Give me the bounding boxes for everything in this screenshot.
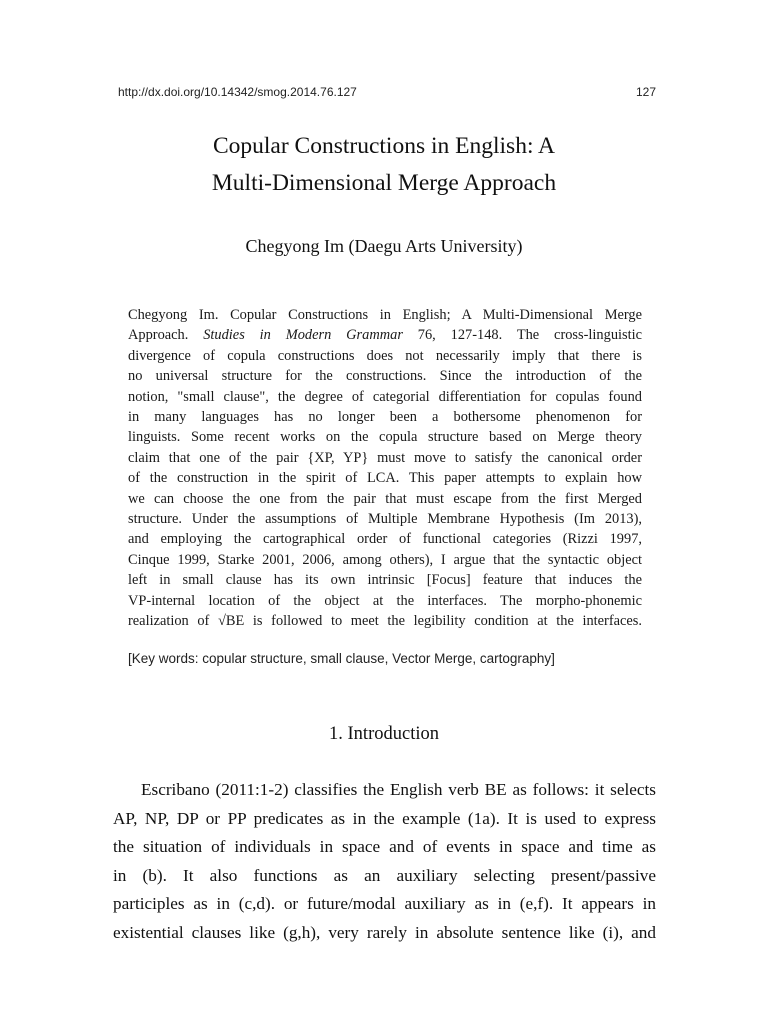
abstract-line: linguists. Some recent works on the copula structure based on Merge theory xyxy=(128,429,642,446)
body-line: in (b). It also functions as an auxiliary selecting present/passive xyxy=(113,865,656,885)
abstract-line: VP-internal location of the object at the interfaces. The morpho-phonemic xyxy=(128,592,642,609)
author-affiliation: Chegyong Im (Daegu Arts University) xyxy=(245,236,523,256)
page-header xyxy=(118,85,656,103)
title-line-2: Multi-Dimensional Merge Approach xyxy=(211,170,557,196)
abstract-line: divergence of copula constructions does not necessarily imply that there is xyxy=(128,347,642,364)
title-line-1: Copular Constructions in English: A xyxy=(212,133,556,159)
abstract-line: no universal structure for the constructions. Since the introduction of the xyxy=(128,368,642,385)
abstract-line: we can choose the one from the pair that must escape from the first Merged xyxy=(128,490,642,507)
abstract-line: Chegyong Im. Copular Constructions in English; A Multi-Dimensional Merge xyxy=(128,307,642,323)
abstract-line: Approach. Studies in Modern Grammar 76, 127-148. The cross-linguistic xyxy=(128,327,642,344)
body-text xyxy=(113,776,656,948)
keywords: [Key words: copular structure, small clause, Vector Merge, cartography] xyxy=(128,651,555,666)
abstract-line: Cinque 1999, Starke 2001, 2006, among others), I argue that the syntactic object xyxy=(128,551,642,568)
body-line: AP, NP, DP or PP predicates as in the example (1a). It is used to express xyxy=(113,808,656,828)
page-number: 127 xyxy=(635,85,656,99)
abstract-line: and employing the cartographical order of functional categories (Rizzi 1997, xyxy=(128,531,642,548)
body-line: participles as in (c,d). or future/modal auxiliary as in (e,f). It appears in xyxy=(113,894,656,914)
body-line: existential clauses like (g,h), very rarely in absolute sentence like (i), and xyxy=(113,922,656,942)
abstract-line: realization of √BE is followed to meet the legibility condition at the interfaces. xyxy=(128,613,642,630)
doi-link[interactable]: http://dx.doi.org/10.14342/smog.2014.76.127 xyxy=(118,85,357,99)
abstract-line: structure. Under the assumptions of Multiple Membrane Hypothesis (Im 2013), xyxy=(128,511,642,528)
paper-title xyxy=(90,128,678,202)
abstract-line: notion, "small clause", the degree of categorial differentiation for copulas found xyxy=(128,388,642,405)
body-line: the situation of individuals in space and of events in space and time as xyxy=(113,837,656,857)
body-line: Escribano (2011:1-2) classifies the English verb BE as follows: it selects xyxy=(141,780,656,799)
abstract-line: in many languages has no longer been a bothersome phenomenon for xyxy=(128,409,642,426)
abstract-line: of the construction in the spirit of LCA. This paper attempts to explain how xyxy=(128,470,642,487)
abstract-line: claim that one of the pair {XP, YP} must move to satisfy the canonical order xyxy=(128,449,642,466)
journal-name: Studies in Modern Grammar xyxy=(203,327,403,344)
section-heading: 1. Introduction xyxy=(329,724,439,744)
abstract xyxy=(128,305,642,632)
abstract-line: left in small clause has its own intrinsic [Focus] feature that induces the xyxy=(128,572,642,589)
